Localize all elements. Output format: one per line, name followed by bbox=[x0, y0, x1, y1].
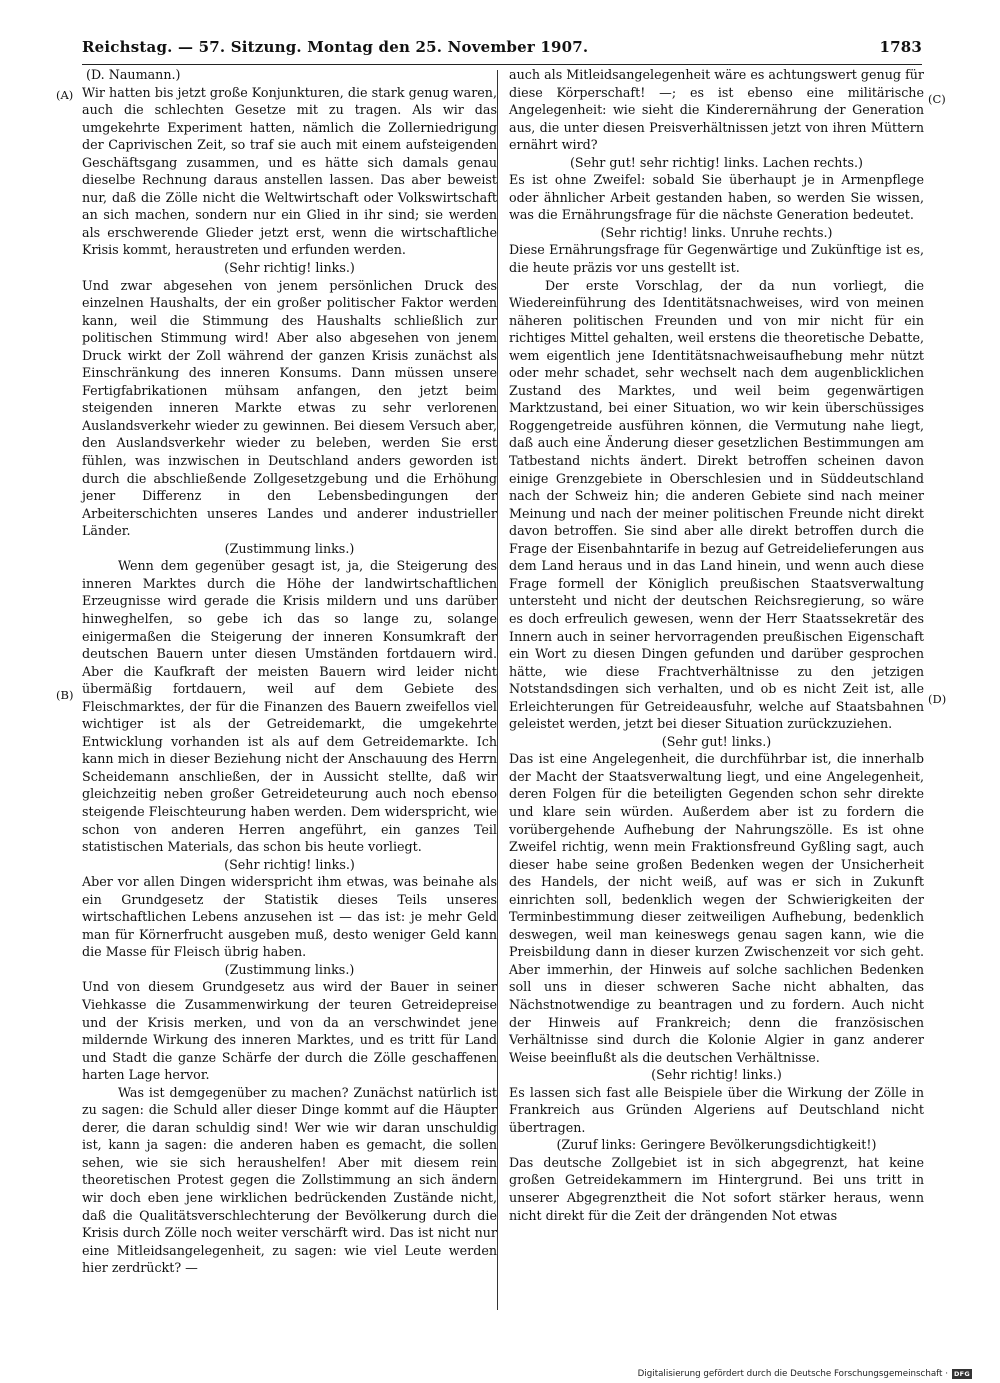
paragraph: Das deutsche Zollgebiet ist in sich abgegrenzt, hat keine großen Getreidekammern im Hintergrund. Bei uns tritt in unserer Abgegrenztheit die Not sofort stärker heraus, wenn nicht direkt für die Zeit der drängenden Not etwas bbox=[509, 1154, 924, 1223]
paragraph: Was ist demgegenüber zu machen? Zunächst natürlich ist zu sagen: die Schuld aller dieser Dinge kommt auf die Häupter derer, die daran schuldig sind! Wer wie wir daran unschuldig ist, kann ja sagen: die anderen haben es gemacht, die sollen sehen, wie sie sich heraushelfen! Aber mit diesem rein theoretischen Protest gegen die Zollstimmung an sich ändern wir doch eben jene wirklichen bedrückenden Zustände nicht, daß die Qualitätsverschlechterung der Bevölkerung durch die Krisis durch Zölle noch weiter verschärft wird. Das ist nicht nur eine Mitleidsangelegenheit, zu sagen: wie viel Leute werden hier zerdrückt? — bbox=[82, 1084, 497, 1276]
interjection: (Sehr richtig! links.) bbox=[651, 1067, 782, 1083]
interjection: (Sehr richtig! links.) bbox=[224, 260, 355, 276]
paragraph: Es ist ohne Zweifel: sobald Sie überhaupt je in Armenpflege oder ähnlicher Arbeit gestanden haben, so werden Sie wissen, was die Ernährungsfrage für die nächste Generation bedeutet. bbox=[509, 172, 924, 223]
interjection: (Sehr richtig! links.) bbox=[224, 856, 355, 872]
paragraph: Das ist eine Angelegenheit, die durchführbar ist, die innerhalb der Macht der Staatsverwaltung liegt, und eine Angelegenheit, deren Folgen für die beteiligten Gegenden schon sehr direkte und klare sein würden. Außerdem aber ist zu fordern die vorübergehende Aufhebung der Nahrungszölle. Es ist ohne Zweifel richtig, wenn mein Fraktionsfreund Gyßling sagt, auch dieser habe seine großen Bedenken wegen der Unsicherheit des Handels, der nicht weiß, auf was er sich in Zukunft einrichten soll, bedenklich wegen der Schwierigkeiten der Terminbestimmung dieser zeitweiligen Aufhebung, bedenklich deswegen, weil man keineswegs genau sagen kann, wie die Preisbildung dann in dieser kurzen Zwischenzeit vor sich geht. Aber immerhin, der Hinweis auf solche sachlichen Bedenken soll uns in dieser schweren Sache nicht abhalten, das Nächstnotwendige zu beantragen und zu fordern. Auch nicht der Hinweis auf Frankreich; denn die französischen Verhältnisse sind durch die Kolonie Algier in ganz anderer Weise beeinflußt als die deutschen Verhältnisse. bbox=[509, 751, 924, 1065]
page-number: 1783 bbox=[879, 38, 922, 56]
paragraph: Wenn dem gegenüber gesagt ist, ja, die Steigerung des inneren Marktes durch die Höhe der landwirtschaftlichen Erzeugnisse wird gerade die Krisis mildern und uns darüber hinweghelfen, so gebe ich das so lange zu, solange einigermaßen die Steigerung der inneren Konsumkraft der deutschen Bauern unter diesen Umständen fortdauern wird. Aber die Kaufkraft der meisten Bauern wird leider nicht übermäßig fortdauern, weil auf dem Gebiete des Fleischmarktes, der für die Finanzen des Bauern zweifellos viel wichtiger ist als der Getreidemarkt, die umgekehrte Entwicklung vorhanden ist als auf dem Getreidemarkte. Ich kann mich in dieser Beziehung nicht der Anschauung des Herrn Scheidemann anschließen, der in Aussicht stellte, daß wir gleichzeitig neben großer Getreideteurung auch noch ebenso steigende Fleischteurung haben werden. Dem widerspricht, wie schon von anderen Herren angeführt, ein ganzes Teil statistischen Materials, das schon bis heute vorliegt. bbox=[82, 558, 497, 855]
paragraph: Der erste Vorschlag, der da nun vorliegt, die Wiedereinführung des Identitätsnachweises, wird von meinen näheren politischen Freunden und von mir nicht für ein richtiges Mittel gehalten, weil erstens die theoretische Debatte, wem eigentlich jene Identitätsnachweisaufhebung mehr nützt oder mehr schadet, sehr wechselt nach dem augenblicklichen Zustand des Marktes, und weil beim gegenwärtigen Marktzustand, bei einer Situation, wo wir kein überschüssiges Roggengetreide ausführen können, die Vermutung nahe liegt, daß auch eine Änderung dieser gesetzlichen Bestimmungen am Tatbestand nichts ändert. Direkt betroffen scheinen davon einige Grenzgebiete in Oberschlesien und in Süddeutschland nach der Schweiz hin; die anderen Gebiete sind nach meiner Meinung und nach der meiner politischen Freunde nicht direkt davon betroffen. Sie sind aber alle direkt betroffen durch die Frage der Eisenbahntarife in bezug auf Getreidelieferungen aus dem Land heraus und in das Land hinein, und wenn auch diese Frage formell der Königlich preußischen Staatsverwaltung untersteht und nicht der deutschen Reichsregierung, so wäre es doch erfreulich gewesen, wenn der Herr Staatssekretär des Innern auch in seiner hervorragenden preußischen Eigenschaft ein Wort zu diesen Dingen gefunden und darüber gesprochen hätte, wie diese Frachtverhältnisse zu den jetzigen Notstandsdingen sich verhalten, und ob es nicht Zeit ist, alle Erleichterungen für Getreideausfuhr, welche auf Staatsbahnen geleistet werden, jetzt bei dieser Situation zurückzuziehen. bbox=[509, 277, 924, 732]
credit-text: Digitalisierung gefördert durch die Deutsche Forschungsgemeinschaft · bbox=[637, 1369, 948, 1379]
left-column bbox=[82, 66, 497, 1277]
header-rule bbox=[82, 64, 922, 65]
paragraph: Diese Ernährungsfrage für Gegenwärtige und Zukünftige ist es, die heute präzis vor uns gestellt ist. bbox=[509, 242, 924, 276]
paragraph: auch als Mitleidsangelegenheit wäre es achtungswert genug für diese Körperschaft! —; es ist ebenso eine militärische Angelegenheit: wie sieht die Kinderernährung der Generation aus, die unter diesen Preisverhältnissen jetzt von ihren Müttern ernährt wird? bbox=[509, 67, 924, 153]
paragraph: Es lassen sich fast alle Beispiele über die Wirkung der Zölle in Frankreich aus Gründen Algeriens auf Deutschland nicht übertragen. bbox=[509, 1084, 924, 1135]
column-divider bbox=[497, 70, 498, 1310]
speaker-attribution: (D. Naumann.) bbox=[86, 67, 181, 82]
interjection: (Sehr gut! sehr richtig! links. Lachen rechts.) bbox=[569, 154, 863, 170]
running-title: Reichstag. — 57. Sitzung. Montag den 25. November 1907. bbox=[82, 38, 589, 56]
dfg-logo-icon: DFG bbox=[953, 1370, 971, 1378]
page-header bbox=[82, 38, 922, 64]
interjection: (Zuruf links: Geringere Bevölkerungsdichtigkeit!) bbox=[556, 1137, 877, 1153]
margin-marker-d: (D) bbox=[928, 692, 947, 706]
interjection: (Zustimmung links.) bbox=[224, 540, 355, 556]
right-column bbox=[509, 66, 924, 1224]
margin-marker-a: (A) bbox=[56, 88, 74, 102]
interjection: (Zustimmung links.) bbox=[224, 961, 355, 977]
paragraph: Wir hatten bis jetzt große Konjunkturen, die stark genug waren, auch die schlechten Gesetze mit zu tragen. Als wir das umgekehrte Experiment hatten, nämlich die Zollerniedrigung der Caprivischen Zeit, so traf sie auch mit einem aufsteigenden Geschäftsgang zusammen, und es hätte sich damals genau dieselbe Rechnung daraus anstellen lassen. Das aber beweist nur, daß die Zölle nicht die Weltwirtschaft oder Volkswirtschaft an sich machen, sondern nur ein Glied in ihr sind; sie werden als erschwerende Glieder jetzt erst, wenn die wirtschaftliche Krisis kommt, heraustreten und erfunden werden. bbox=[82, 84, 497, 258]
margin-marker-b: (B) bbox=[56, 688, 74, 702]
paragraph: Und von diesem Grundgesetz aus wird der Bauer in seiner Viehkasse die Zusammenwirkung der teuren Getreidepreise und der Krisis merken, und von da an verschwindet jene mildernde Wirkung des inneren Marktes, und es tritt für Land und Stadt die ganze Schärfe der durch die Zölle geschaffenen harten Lage hervor. bbox=[82, 979, 497, 1083]
interjection: (Sehr gut! links.) bbox=[661, 733, 772, 749]
interjection: (Sehr richtig! links. Unruhe rechts.) bbox=[600, 224, 833, 240]
margin-marker-c: (C) bbox=[928, 92, 946, 106]
paragraph: Aber vor allen Dingen widerspricht ihm etwas, was beinahe als ein Grundgesetz der Statistik dieses Teils unseres wirtschaftlichen Lebens anzusehen ist — das ist: je mehr Geld man für Körnerfrucht ausgeben muß, desto weniger Geld kann die Masse für Fleisch übrig haben. bbox=[82, 874, 497, 960]
paragraph: Und zwar abgesehen von jenem persönlichen Druck des einzelnen Haushalts, der ein großer politischer Faktor werden kann, weil die Stimmung des Haushalts schließlich zur politischen Stimmung wird! Aber also abgesehen von jenem Druck wirkt der Zoll während der ganzen Krisis zunächst als Einschränkung des inneren Konsums. Dann müssen unsere Fertigfabrikationen mühsam anfangen, den jetzt beim steigenden inneren Markte etwas zu sehr verlorenen Auslandsverkehr wieder zu gewinnen. Bei diesem Versuch aber, den Auslandsverkehr wieder zu beleben, werden Sie erst fühlen, was inzwischen in Deutschland anders geworden ist durch die abschließende Zollgesetzgebung und die Erhöhung jener Differenz in den Lebensbedingungen der Arbeiterschichten unseres Landes und anderer industrieller Länder. bbox=[82, 277, 497, 539]
digitization-credit bbox=[577, 1367, 972, 1381]
